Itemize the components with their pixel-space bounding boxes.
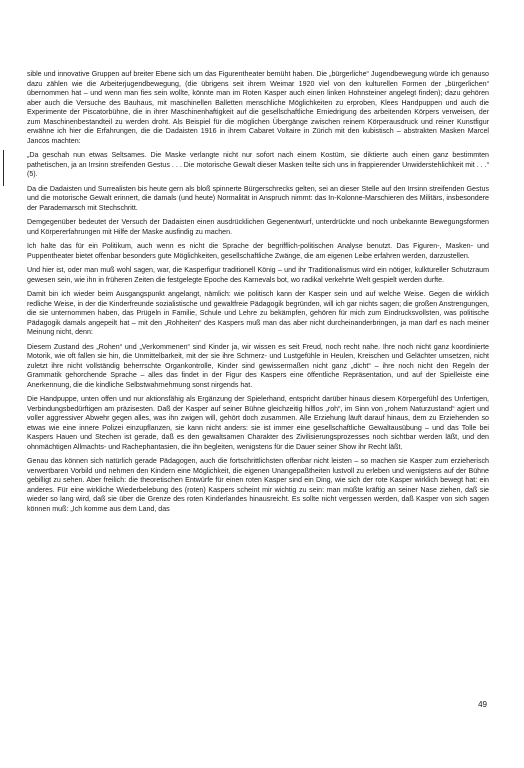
body-text [27, 70, 489, 519]
paragraph: Die Handpuppe, unten offen und nur aktionsfähig als Ergänzung der Spielerhand, entspricht darüber hinaus diesem Körpergefühl des Unfertigen, Verbindungsbedürftigen am präzisesten. Daß der Kasper auf seiner Bühne gleichzeitig hilflos „roh“, im Sinn von „rohem Naturzustand“ agiert und voller aggressiver Abwehr gegen alles, was ihn zwigen will, gehört doch zusammen. Alle Erziehung läuft darauf hinaus, dem zu Erziehenden so etwas wie eine innere Polizei einzupflanzen, sie kann nicht anders: sie ist immer eine gesellschaftliche Gewaltausübung – und das Tolle bei Kaspers Hauen und Stechen ist gerade, daß es den gewaltsamen Charakter des Zivilisierungsprozesses noch sichtbar werden läßt, und den ohnmächtigen Allmachts- und Rachephantasien, die ihn begleiten, wenigstens für die Dauer seiner Show ihr Recht läßt. [27, 395, 489, 451]
margin-mark [3, 150, 4, 186]
paragraph: Da die Dadaisten und Surrealisten bis heute gern als bloß spinnerte Bürgerschrecks gelten, sei an dieser Stelle auf den Irrsinn streifenden Gestus und die motorische Gewalt erinnert, die damals (und heute) Normalität in Anspruch nimmt: das In-Kolonne-Marschieren des Militärs, insbesondere der Parademarsch mit Stechschritt. [27, 184, 489, 212]
paragraph: Und hier ist, oder man muß wohl sagen, war, die Kasperfigur traditionell König – und ihr Traditionalismus wird ein nötiger, kulktureller Schutzraum gewesen sein, wie ihn in früheren Zeiten die festgelegte Epoche des Karnevals bot, wo radikal verkehrte Welt gespielt werden durfte. [27, 266, 489, 284]
paragraph: Damit bin ich wieder beim Ausgangspunkt angelangt, nämlich: wie politisch kann der Kasper sein und auf welche Weise. Gegen die wirklich redliche Weise, in der die Kinderfreunde sozialistische und gewaltfreie Pädagogik begründen, will ich gar nichts sagen; die großen Anstrengungen, die sie unternommen haben, das Prügeln in Familie, Schule und Lehre zu bekämpfen, gehören für mich zum Eindrucksvollsten, was politische Pädagogik damals angepeilt hat – mit den „Rohheiten“ des Kaspers muß man das aber nicht durcheinanderbringen, ja man darf es nach meiner Meinung nicht, denn: [27, 290, 489, 336]
paragraph: Ich halte das für ein Politikum, auch wenn es nicht die Sprache der begrifflich-politischen Analyse benutzt. Das Figuren-, Masken- und Puppentheater bietet offenbar besonders gute Möglichkeiten, gesellschaftliche Zwänge, die am eigenen Leibe erfahren werden, darzustellen. [27, 242, 489, 260]
paragraph: Demgegenüber bedeutet der Versuch der Dadaisten einen ausdrücklichen Gegenentwurf, unterdrückte und noch unbekannte Bewegungsformen und Körpererfahrungen mit Hilfe der Maske ausfindig zu machen. [27, 218, 489, 236]
paragraph: sible und innovative Gruppen auf breiter Ebene sich um das Figurentheater bemüht haben. Die „bürgerliche“ Jugendbewegung würde ich genauso dazu zählen wie die Arbeiterjugendbewegung, (die übrigens seit ihrem Weimar 1920 viel von den kulturellen Formen der „bürgerlichen“ übernommen hat – und wenn man fies sein wollte, könnte man im Roten Kasper auch einen linken Hohnsteiner angelegt finden); dazu gehören aber auch die Versuche des Bauhaus, mit maschinellen Balletten menschliche Möglichkeiten zu erproben, Klees Handpuppen und auch die Experimente der Piscatorbühne, die in ihrer Maschinenhaftigkeit auf die gesellschaftliche Erniedrigung des arbeitenden Körpers verweisen, der zum Maschinenbestandteil zu werden droht. Als Beispiel für die möglichen Übergänge zwischen reinem Körperausdruck und reiner Kunstfigur erwähne ich hier die Erfahrungen, die die Dadaisten 1916 in ihrem Cabaret Voltaire in Zürich mit den kubistisch – abstrakten Masken Marcel Jancos machten: [27, 70, 489, 145]
paragraph: Diesem Zustand des „Rohen“ und „Verkommenen“ sind Kinder ja, wir wissen es seit Freud, noch recht nahe. Ihre noch nicht ganz koordinierte Motorik, wie oft fallen sie hin, die Unmittelbarkeit, mit der sie ihre Schmerz- und Lustgefühle in Heulen, Kreischen und Gelächter umsetzen, nicht zuletzt ihre nicht vollständig beherrschte Organkontrolle, Kinder sind gewissermaßen nicht ganz „dicht“ – ihre noch nicht den Regeln der Grammatik gehorchende Sprache – alles das findet in der Figur des Kaspers eine öffentliche Repräsentation, und auf der Spielleiste eine Anerkennung, die die kindliche Selbstwahrnehmung sonst nirgends hat. [27, 342, 489, 389]
quotation: „Da geschah nun etwas Seltsames. Die Maske verlangte nicht nur sofort nach einem Kostüm, sie diktierte auch einen ganz bestimmten pathetischen, ja an Irrsinn streifenden Gestus . . . Die motorische Gewalt dieser Masken teilte sich uns in frappierender Unwiderstehlichkeit mit . . .“ (5). [27, 151, 489, 178]
paragraph: Genau das können sich natürlich gerade Pädagogen, auch die fortschrittlichsten offenbar nicht leisten – so machen sie Kasper zum erzieherisch verwertbaren Vorbild und nehmen den Kindern eine Möglichkeit, die eigenen Unangepaßtheiten lustvoll zu erleben und wenigstens auf der Bühne gebilligt zu sehen. Aber freilich: die theoretischen Entwürfe für einen roten Kasper sind ein Ding, wie sich der rote Kasper wirklich bewegt hat: ein anderes. Für eine wirkliche Wiederbelebung des (roten) Kaspers scheint mir wichtig zu sein: man müßte kräftig an seiner Nase ziehen, daß sie wieder so lang wird, daß sie über die Grenze des roten Kinderlandes hinausreicht. Es sollte nicht vergessen werden, daß Kasper von sich sagen können muß: „Ich komme aus dem Land, das [27, 457, 489, 513]
page-number: 49 [478, 700, 487, 709]
